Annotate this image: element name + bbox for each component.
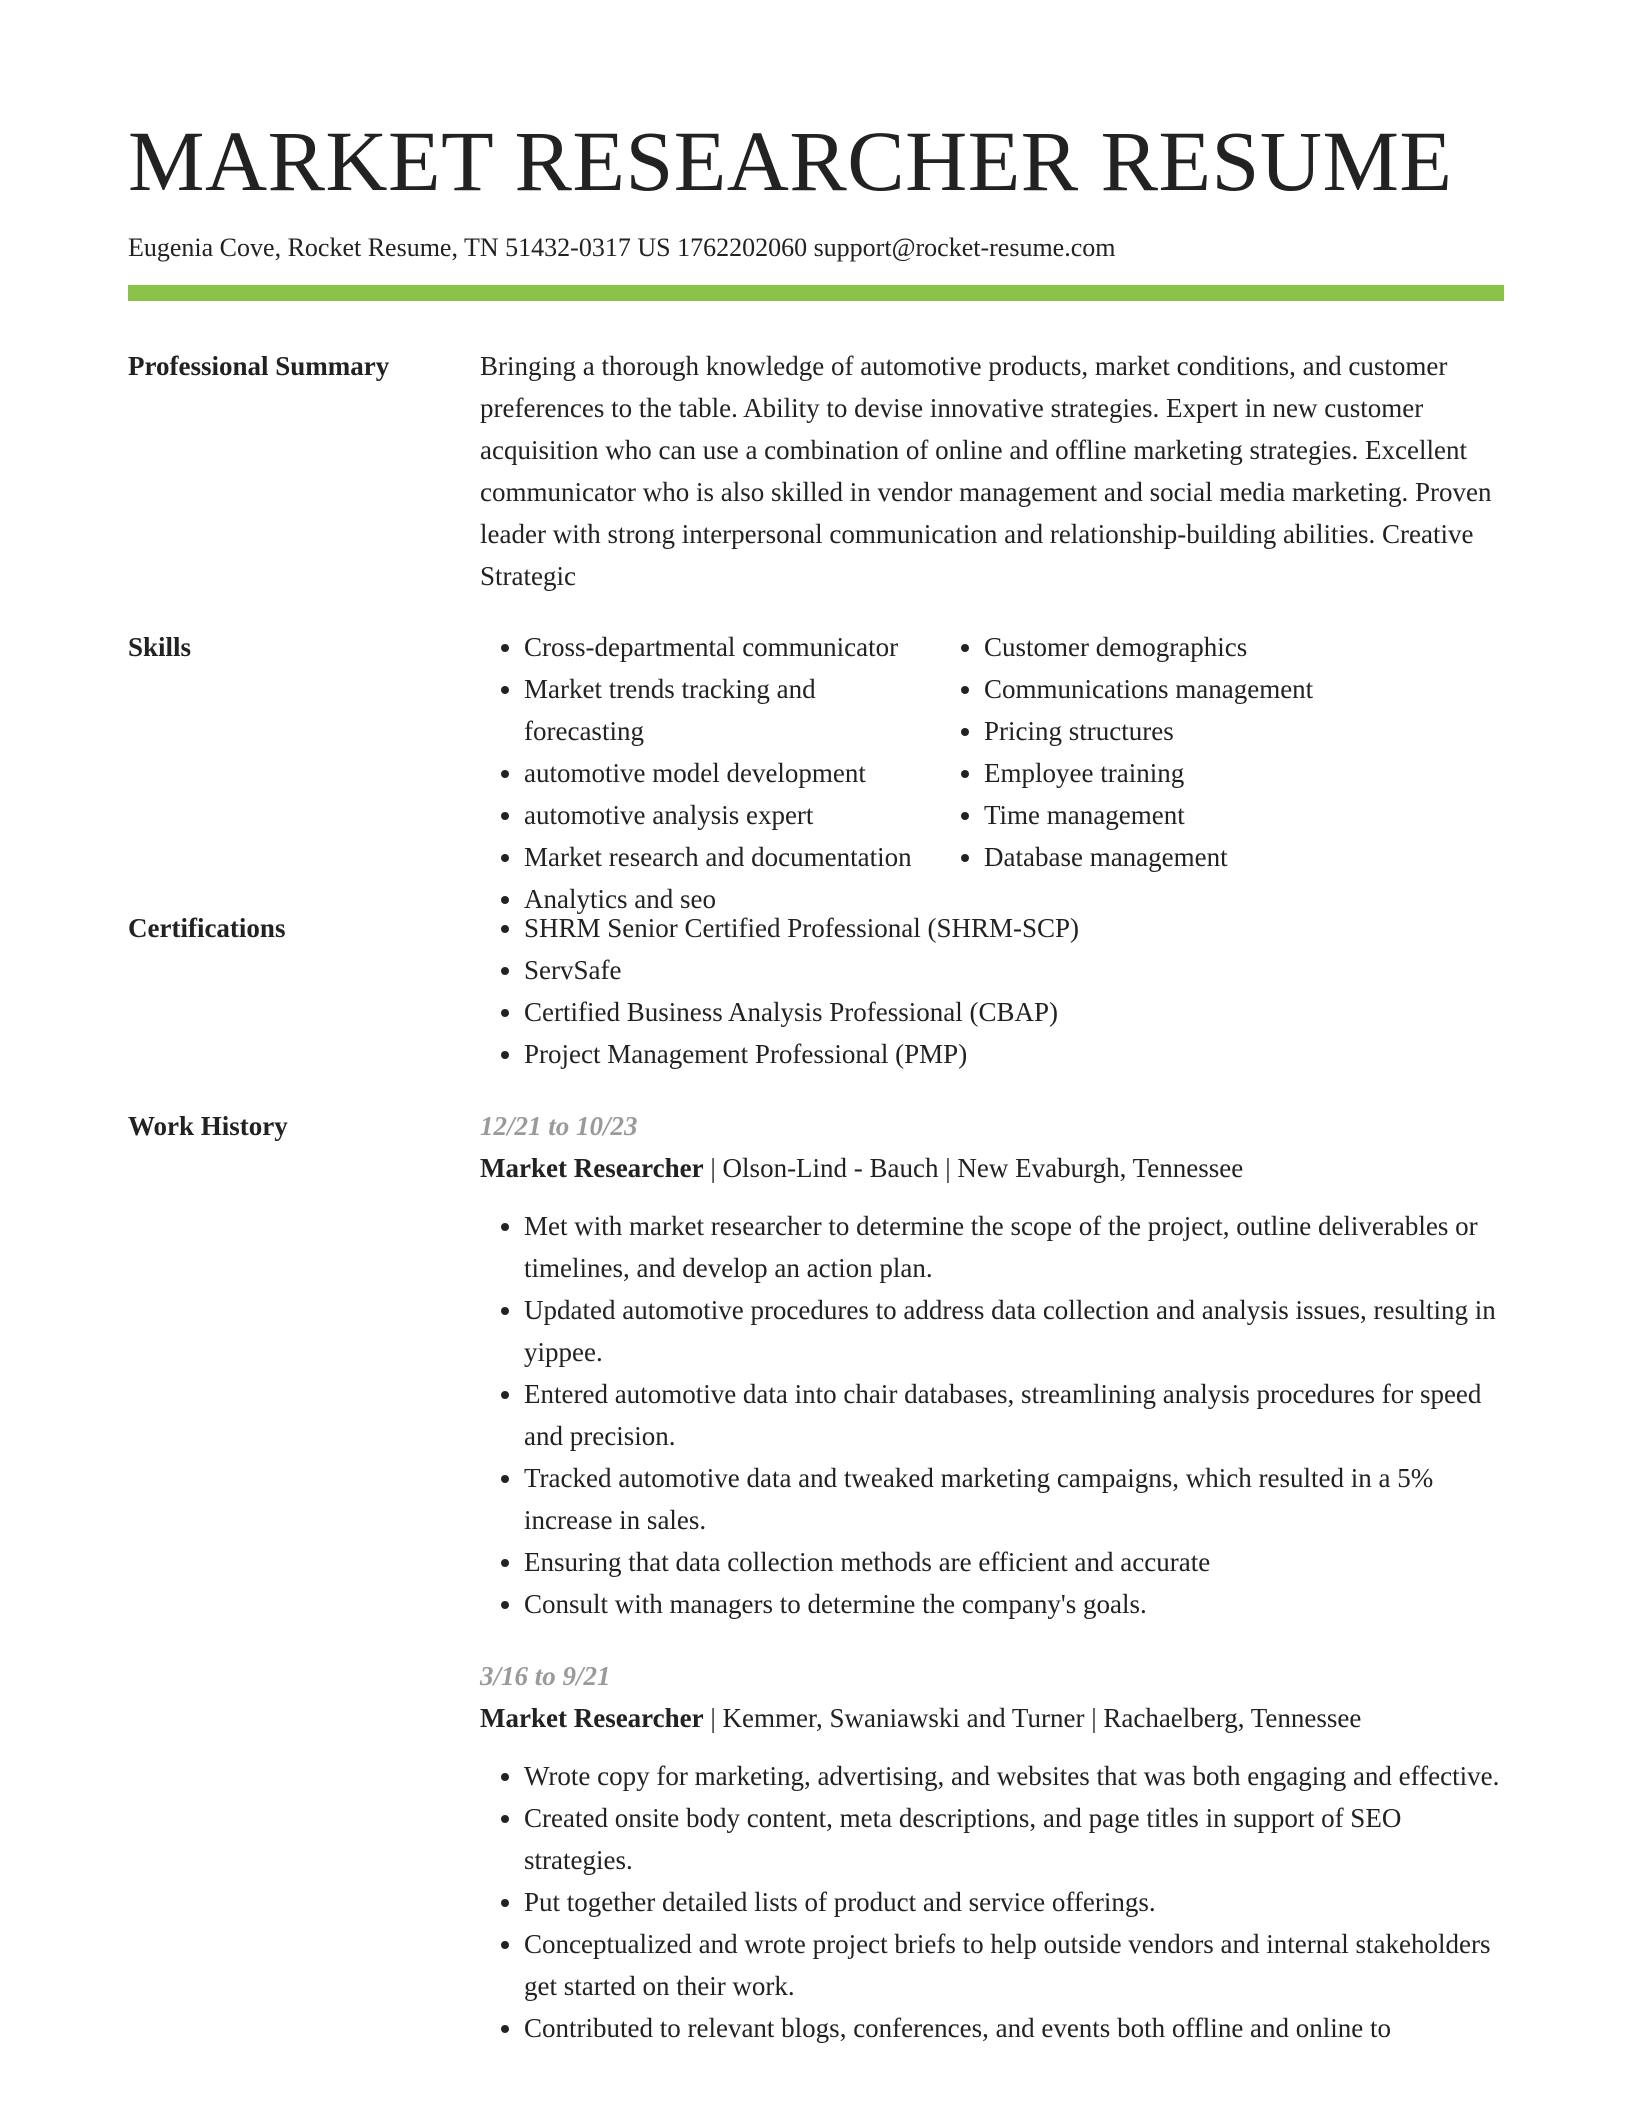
job-details: | Kemmer, Swaniawski and Turner | Rachaelberg, Tennessee: [703, 1703, 1362, 1733]
list-item: • Entered automotive data into chair databases, streamlining analysis procedures for speed and precision.: [524, 1373, 1504, 1457]
job-bullets: [480, 1755, 1504, 2049]
summary-text: Bringing a thorough knowledge of automotive products, market conditions, and customer preferences to the table. Ability to devise innovative strategies. Expert in new customer acquisition who can use a combination of online and offline marketing strategies. Excellent communicator who is also skilled in vendor management and social media marketing. Proven leader with strong interpersonal communication and relationship-building abilities. Creative Strategic: [480, 351, 1492, 591]
job-title: Market Researcher: [480, 1703, 704, 1733]
skills-list-left: [480, 626, 940, 920]
section-heading: Skills: [128, 632, 192, 662]
list-item: • Customer demographics: [984, 626, 1460, 668]
skills-body: [480, 626, 1504, 920]
work-history-body: [480, 1105, 1504, 2079]
list-item: • automotive analysis expert: [524, 794, 940, 836]
page-title: MARKET RESEARCHER RESUME: [128, 113, 1453, 209]
contact-line: [128, 232, 1115, 264]
list-item: • Updated automotive procedures to address data collection and analysis issues, resulting in yippee.: [524, 1289, 1504, 1373]
job-heading: [480, 1697, 1504, 1739]
list-item: • Time management: [984, 794, 1460, 836]
list-item: • Created onsite body content, meta descriptions, and page titles in support of SEO strategies.: [524, 1797, 1504, 1881]
list-item: • Ensuring that data collection methods are efficient and accurate: [524, 1541, 1504, 1583]
list-item: • Tracked automotive data and tweaked marketing campaigns, which resulted in a 5% increase in sales.: [524, 1457, 1504, 1541]
certifications-body: [480, 907, 1504, 1075]
job-entry: [480, 1105, 1504, 1625]
skills-list-right: [940, 626, 1460, 920]
list-item: • Put together detailed lists of product and service offerings.: [524, 1881, 1504, 1923]
list-item: • Database management: [984, 836, 1460, 878]
list-item: • Consult with managers to determine the company's goals.: [524, 1583, 1504, 1625]
list-item: • Contributed to relevant blogs, conferences, and events both offline and online to: [524, 2007, 1504, 2049]
job-bullets: [480, 1205, 1504, 1625]
list-item: • Pricing structures: [984, 710, 1460, 752]
job-dates: 12/21 to 10/23: [480, 1111, 638, 1141]
list-item: • Wrote copy for marketing, advertising, and websites that was both engaging and effective.: [524, 1755, 1504, 1797]
list-item: • Met with market researcher to determine the scope of the project, outline deliverables or timelines, and develop an action plan.: [524, 1205, 1504, 1289]
section-heading: Work History: [128, 1111, 288, 1141]
list-item: • Employee training: [984, 752, 1460, 794]
job-title: Market Researcher: [480, 1153, 704, 1183]
list-item: • Analytics and seo: [524, 878, 940, 920]
header-divider: [128, 285, 1504, 301]
job-details: | Olson-Lind - Bauch | New Evaburgh, Tennessee: [703, 1153, 1244, 1183]
list-item: • Market trends tracking and forecasting: [524, 668, 940, 752]
list-item: • Communications management: [984, 668, 1460, 710]
section-heading: Professional Summary: [128, 351, 390, 381]
job-heading: [480, 1147, 1504, 1189]
job-dates: 3/16 to 9/21: [480, 1661, 611, 1691]
job-entry: [480, 1655, 1504, 2049]
list-item: • Project Management Professional (PMP): [524, 1033, 1504, 1075]
list-item: • Conceptualized and wrote project briefs to help outside vendors and internal stakeholders get started on their work.: [524, 1923, 1504, 2007]
contact-email[interactable]: support@rocket-resume.com: [813, 233, 1116, 262]
list-item: • Certified Business Analysis Professional (CBAP): [524, 991, 1504, 1033]
certifications-list: [480, 907, 1504, 1075]
list-item: • ServSafe: [524, 949, 1504, 991]
list-item: • Cross-departmental communicator: [524, 626, 940, 668]
list-item: • SHRM Senior Certified Professional (SHRM-SCP): [524, 907, 1504, 949]
list-item: • automotive model development: [524, 752, 940, 794]
section-heading: Certifications: [128, 913, 286, 943]
contact-phone: 1762202060: [677, 233, 808, 262]
contact-address: Eugenia Cove, Rocket Resume, TN 51432-0317 US: [128, 233, 671, 262]
list-item: • Market research and documentation: [524, 836, 940, 878]
summary-body: [480, 345, 1504, 597]
